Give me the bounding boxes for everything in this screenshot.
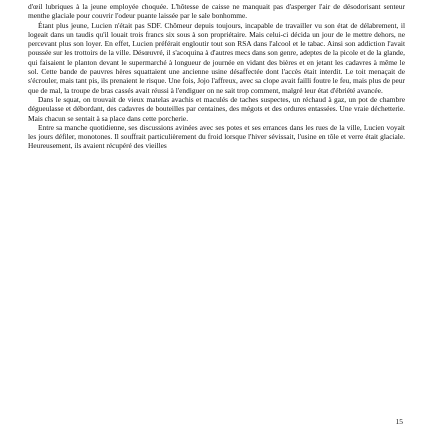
paragraph-4: Entre sa manche quotidienne, ses discussions avinées avec ses potes et ses errances dans les rues de la ville, Lucien voyait les jours défiler, monotones. Il souffrait particulièrement du froid lorsque l'hiver sévissait, l'usine en tôle et verre était glaciale. Heureusement, ils avaient récupéré des vieilles xyxy=(28,122,405,151)
page-number: 15 xyxy=(395,417,403,426)
paragraph-3: Dans le squat, on trouvait de vieux matelas avachis et maculés de taches suspectes, un réchaud à gaz, un pot de chambre dégueulasse et débordant, des cadavres de bouteilles par centaines, des mégots et des ordures entassées. Une vraie déchetterie. Mais chacun se sentait à sa place dans cette porcherie. xyxy=(28,94,405,123)
paragraph-2: Étant plus jeune, Lucien n'était pas SDF. Chômeur depuis toujours, incapable de travailler vu son état de délabrement, il logeait dans un taudis qu'il louait trois francs six sous à son propriétaire. Mais celui-ci décida un jour de le mettre dehors, ne percevant plus son loyer. En effet, Lucien préférait engloutir tout son RSA dans l'alcool et le tabac. Ainsi son addiction l'avait poussée sur les trottoirs de la ville. Désœuvré, il s'acoquina à d'autres mecs dans son genre, adeptes de la picole et de la glande, qui faisaient le planton devant le supermarché à longueur de journée en vidant des bières et en jetant les cadavres à même le sol. Cette bande de pauvres hères squattaient une ancienne usine désaffectée dont l'accès était interdit. Le toit menaçait de s'écrouler, mais tant pis, ils prenaient le risque. Une fois, Jojo l'affreux, avec sa clope avait failli foutre le feu, mais plus de peur que de mal, la troupe de bras cassés avait réussi à l'endiguer on ne sait trop comment, malgré leur état d'ébriété avancée. xyxy=(28,20,405,95)
paragraph-1: d'œil lubriques à la jeune employée choquée. L'hôtesse de caisse ne manquait pas d'asperger l'air de désodorisant senteur menthe glaciale pour couvrir l'odeur puante laissée par le sale bonhomme. xyxy=(28,2,405,21)
